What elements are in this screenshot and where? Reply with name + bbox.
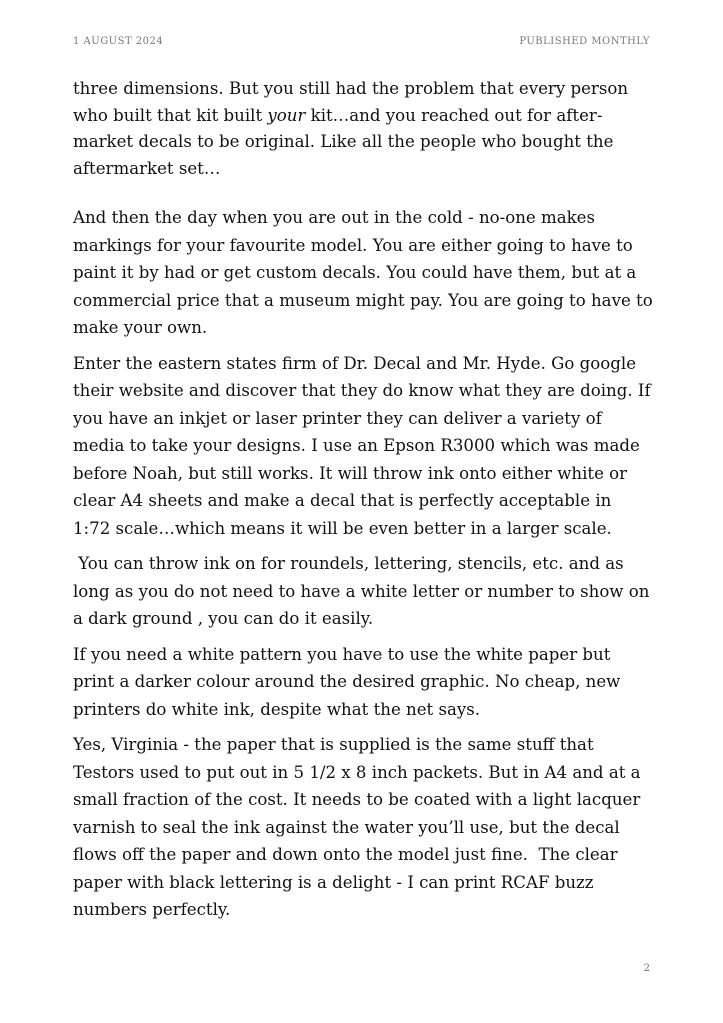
paragraph-2: And then the day when you are out in the cold - no-one makes markings for your favourite model. You are either going to have to paint it by had or get custom decals. You could have them, but at a commercial price that a museum might pay. You are going to have to make your own. bbox=[73, 208, 653, 337]
paragraph-6: Yes, Virginia - the paper that is supplied is the same stuff that Testors used to put out in 5 1/2 x 8 inch packets. But in A4 and at a small fraction of the cost. It needs to be coated with a light lacquer varnish to seal the ink against the water you’ll use, but the decal flows off the paper and down onto the model just fine. The clear paper with black lettering is a delight - I can print RCAF buzz numbers perfectly. bbox=[73, 735, 646, 919]
header-frequency: PUBLISHED MONTHLY bbox=[519, 36, 650, 47]
paragraph-4: You can throw ink on for roundels, lettering, stencils, etc. and as long as you do not need to have a white letter or number to show on a dark ground , you can do it easily. bbox=[73, 554, 655, 628]
paragraph-5: If you need a white pattern you have to use the white paper but print a darker colour around the desired graphic. No cheap, new printers do white ink, despite what the net says. bbox=[73, 644, 621, 719]
paragraph-1-emphasis: your bbox=[267, 105, 306, 125]
paragraph-1-text-b: kit…and you reached out for after-market decals to be original. Like all the people who bought the aftermarket set… bbox=[73, 105, 614, 178]
paragraph-1 bbox=[73, 76, 653, 182]
paragraph-3: Enter the eastern states firm of Dr. Decal and Mr. Hyde. Go google their website and discover that they do know what they are doing. If you have an inkjet or laser printer they can deliver a variety of media to take your designs. I use an Epson R3000 which was made before Noah, but still works. It will throw ink onto either white or clear A4 sheets and make a decal that is perfectly acceptable in 1:72 scale…which means it will be even better in a larger scale. bbox=[73, 353, 651, 538]
header-date: 1 AUGUST 2024 bbox=[73, 36, 164, 47]
page-number: 2 bbox=[643, 963, 650, 974]
page-header bbox=[73, 36, 650, 52]
paragraph-1-text-a: three dimensions. But you still had the problem that every person who built that kit built bbox=[73, 79, 629, 125]
article-body bbox=[73, 76, 653, 932]
